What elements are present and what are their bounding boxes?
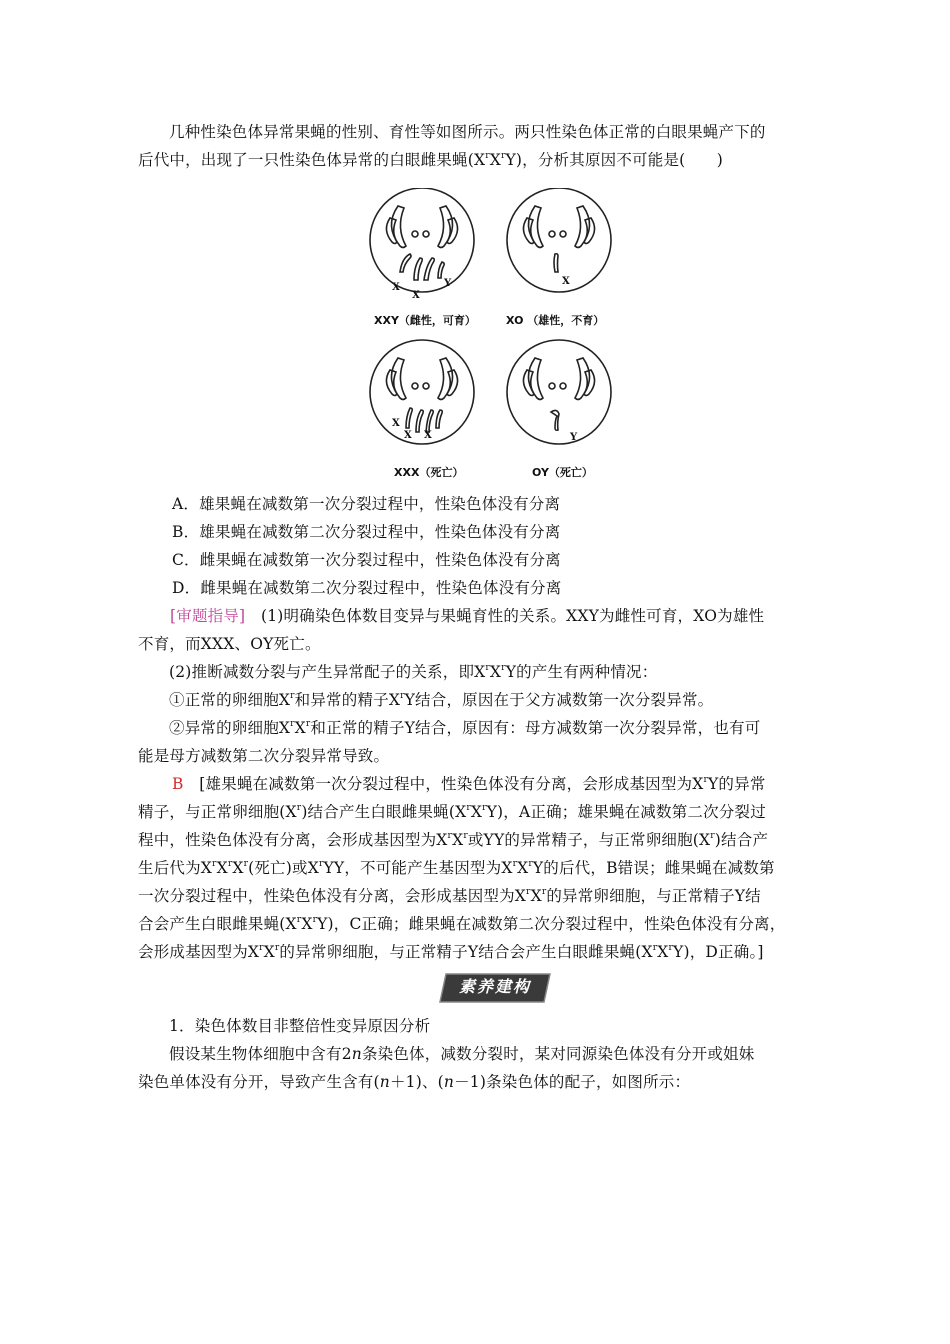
answer-line-6: 合会产生白眼雌果蝇$(X^rX^rY)$，C正确；雌果蝇在减数第二次分裂过程中，性染色体没有分离，	[138, 914, 786, 933]
answer-letter: B	[172, 775, 184, 793]
section-paragraph-line-2: 染色单体没有分开，导致产生含有(n＋1)、(n－1)条染色体的配子，如图所示：	[138, 1073, 691, 1091]
caption-cell-xo: XO （雄性，不育）	[506, 314, 605, 327]
answer-line-2: 精子，与正常卵细胞$(X^r)$结合产生白眼雌果蝇$(X^rX^rY)$，A正确；雄果蝇在减数第二次分裂过	[138, 802, 766, 821]
cell-xxx	[370, 340, 474, 444]
answer-line-7: 会形成基因型为$X^rX^r$的异常卵细胞，与正常精子Y结合会产生白眼雌果蝇$(X^rX^rY)$，D正确。]	[138, 942, 764, 961]
option-a: A．雄果蝇在减数第一次分裂过程中，性染色体没有分离	[172, 495, 561, 513]
cell-xo	[507, 188, 611, 292]
option-c: C．雌果蝇在减数第一次分裂过程中，性染色体没有分离	[172, 551, 561, 569]
label-cell1-y: Y	[444, 278, 452, 289]
answer-line-4: 生后代为$X^rX^rX^r$(死亡)或$X^rYY$，不可能产生基因型为$X^rX^rY$的后代，B错误；雌果蝇在减数第	[138, 858, 775, 877]
banner-title: 素养建构	[458, 977, 531, 996]
label-cell1-x2: X	[412, 290, 420, 301]
question-line-1: 几种性染色体异常果蝇的性别、育性等如图所示。两只性染色体正常的白眼果蝇产下的	[169, 123, 766, 141]
answer-line-3: 程中，性染色体没有分离，会形成基因型为$X^rX^r$或YY的异常精子，与正常卵细胞$(X^r)$结合产	[138, 830, 769, 849]
cell-oy	[507, 340, 611, 444]
caption-cell-oy: OY（死亡）	[532, 466, 593, 479]
chromosome-figure-svg	[360, 188, 630, 488]
guide-line-6: 能是母方减数第二次分裂异常导致。	[138, 747, 390, 765]
section-paragraph-line-1: 假设某生物体细胞中含有2n条染色体，减数分裂时，某对同源染色体没有分开或姐妹	[169, 1045, 755, 1063]
guide-line-1: [审题指导] (1)明确染色体数目变异与果蝇育性的关系。XXY为雌性可育，XO为雄性	[170, 607, 765, 625]
option-d: D．雌果蝇在减数第二次分裂过程中，性染色体没有分离	[172, 579, 562, 597]
label-cell2-x: X	[562, 276, 570, 287]
chromosome-figure	[360, 188, 630, 488]
option-b: B．雄果蝇在减数第二次分裂过程中，性染色体没有分离	[172, 523, 561, 541]
label-cell3-x1: X	[392, 418, 400, 429]
label-cell3-x3: X	[424, 430, 432, 441]
answer-line-5: 一次分裂过程中，性染色体没有分离，会形成基因型为$X^rX^r$的异常卵细胞，与正常精子Y结	[138, 886, 761, 905]
answer-line-1: B [雄果蝇在减数第一次分裂过程中，性染色体没有分离，会形成基因型为$X^rY$的异常	[172, 774, 766, 793]
guide-tag: [审题指导]	[170, 607, 246, 625]
caption-cell-xxy: XXY（雌性，可育）	[374, 314, 476, 327]
label-cell3-x2: X	[404, 430, 412, 441]
section-heading: 1．染色体数目非整倍性变异原因分析	[169, 1017, 431, 1035]
label-cell4-y: Y	[570, 432, 578, 443]
guide-line-3: (2)推断减数分裂与产生异常配子的关系，即$X^rX^rY$的产生有两种情况：	[169, 662, 658, 681]
guide-line-2: 不育，而XXX、OY死亡。	[138, 635, 321, 653]
guide-line-4: ①正常的卵细胞$X^r$和异常的精子$X^rY$结合，原因在于父方减数第一次分裂异常。	[169, 690, 714, 709]
question-line-2: 后代中，出现了一只性染色体异常的白眼雌果蝇$(X^rX^rY)$，分析其原因不可能是( )	[138, 150, 724, 169]
guide-line-5: ②异常的卵细胞$X^rX^r$和正常的精子Y结合，原因有：母方减数第一次分裂异常，也有可	[169, 718, 761, 737]
caption-cell-xxx: XXX（死亡）	[394, 466, 464, 479]
label-cell1-x1: X	[392, 282, 400, 293]
section-banner	[438, 972, 552, 1004]
cell-xxy	[370, 188, 474, 292]
